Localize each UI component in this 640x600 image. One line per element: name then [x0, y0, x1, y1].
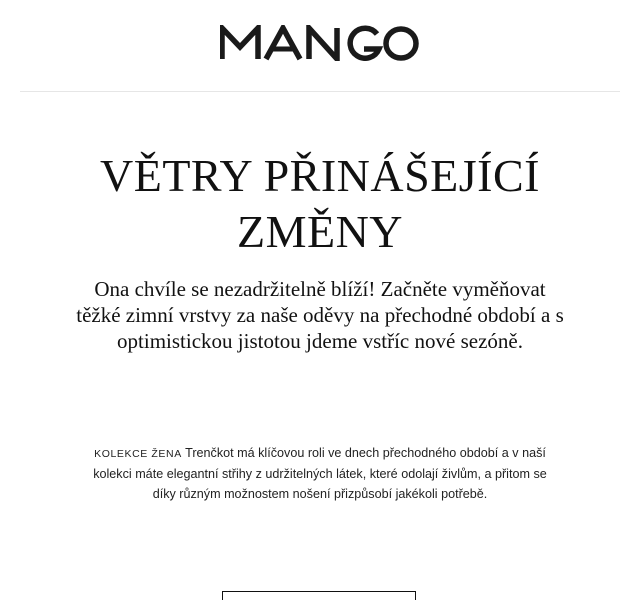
collection-text: Trenčkot má klíčovou roli ve dnech přechodného období a v naší kolekci máte elegantní střihy z udržitelných látek, které odolají živlům, a přitom se díky různým možnostem nošení přizpůsobí jakékoli potřebě. [93, 446, 547, 501]
hero-headline: VĚTRY PŘINÁŠEJÍCÍ ZMĚNY [100, 150, 540, 257]
collection-description [92, 443, 548, 504]
header-divider [20, 91, 620, 92]
hero-lead-text: Ona chvíle se nezadržitelně blíží! Začněte vyměňovat těžké zimní vrstvy za naše oděvy na přechodné období a s optimistickou jistotou jdeme vstříc nové sezóně. [76, 277, 564, 353]
collection-tag: KOLEKCE ŽENA [94, 448, 182, 460]
mango-logo [220, 25, 420, 61]
shop-now-button[interactable] [222, 591, 416, 600]
header [0, 0, 640, 92]
brand-logo-link[interactable] [0, 25, 640, 75]
